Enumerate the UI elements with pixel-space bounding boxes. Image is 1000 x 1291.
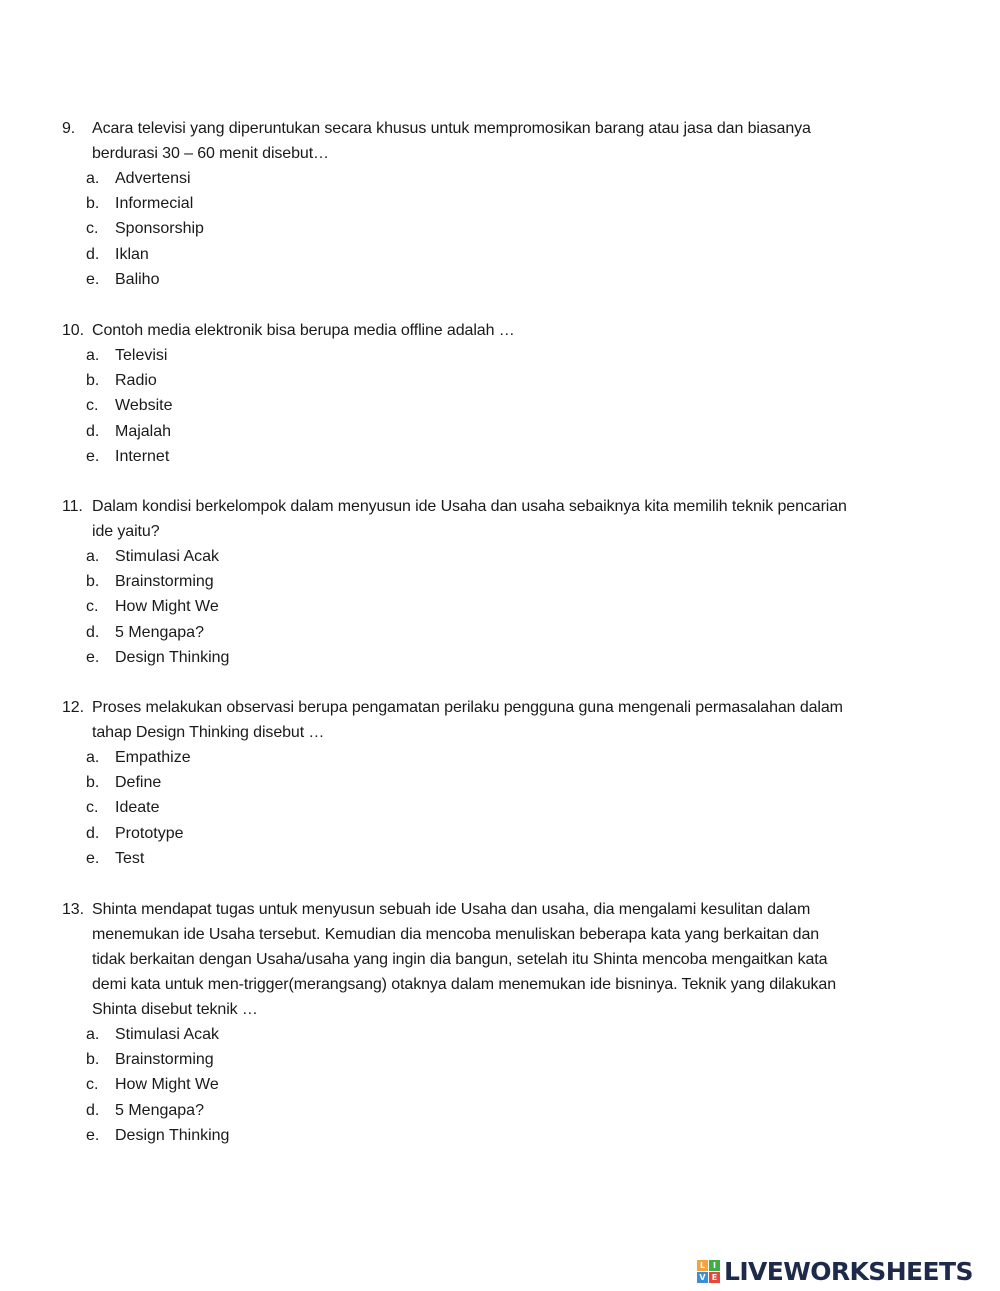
option-letter: a. [86, 749, 100, 766]
answer-option-d[interactable] [62, 242, 892, 267]
answer-option-a[interactable] [62, 1022, 892, 1047]
option-letter: a. [86, 347, 100, 364]
logo-text: LIVEWORKSHEETS [724, 1256, 973, 1286]
answer-option-e[interactable] [62, 846, 892, 871]
question-number: 9. [62, 120, 76, 137]
answer-options [62, 343, 892, 469]
answer-option-a[interactable] [62, 166, 892, 191]
option-text: Design Thinking [115, 648, 230, 666]
answer-option-e[interactable] [62, 1123, 892, 1148]
answer-option-c[interactable] [62, 216, 892, 241]
option-letter: e. [86, 447, 100, 465]
option-text: Empathize [115, 749, 191, 766]
option-text: Test [115, 849, 145, 867]
option-text: Majalah [115, 422, 172, 440]
question-number: 11. [62, 498, 83, 515]
option-letter: e. [86, 270, 100, 288]
question-9 [62, 116, 892, 292]
option-letter: d. [86, 623, 100, 641]
question-text-line: demi kata untuk men-trigger(merangsang) otaknya dalam menemukan ide bisninya. Teknik yang dilakukan [92, 976, 836, 993]
option-text: How Might We [115, 1076, 219, 1094]
answer-option-c[interactable] [62, 393, 892, 418]
answer-option-a[interactable] [62, 544, 892, 569]
option-letter: c. [86, 1076, 99, 1094]
badge-letter: I [709, 1260, 720, 1271]
answer-options [62, 544, 892, 670]
option-letter: e. [86, 648, 100, 666]
option-text: Define [115, 774, 162, 792]
answer-option-b[interactable] [62, 368, 892, 393]
answer-option-c[interactable] [62, 795, 892, 820]
answer-option-a[interactable] [62, 343, 892, 368]
answer-option-c[interactable] [62, 1072, 892, 1097]
question-stem [62, 116, 892, 166]
badge-letter: E [709, 1272, 720, 1283]
answer-option-e[interactable] [62, 267, 892, 292]
option-letter: b. [86, 774, 100, 792]
answer-option-c[interactable] [62, 594, 892, 619]
option-text: Internet [115, 447, 170, 465]
liveworksheets-logo [697, 1255, 973, 1287]
question-text-line: menemukan ide Usaha tersebut. Kemudian dia mencoba menuliskan beberapa kata yang berkaitan dan [92, 926, 820, 943]
option-letter: c. [86, 397, 99, 415]
question-10 [62, 318, 892, 469]
question-stem [62, 318, 892, 343]
option-text: Sponsorship [115, 220, 204, 238]
option-text: Baliho [115, 270, 160, 288]
question-11 [62, 494, 892, 670]
option-text: 5 Mengapa? [115, 1101, 204, 1119]
answer-option-d[interactable] [62, 821, 892, 846]
question-stem [62, 494, 892, 544]
answer-option-d[interactable] [62, 1098, 892, 1123]
option-text: Stimulasi Acak [115, 548, 220, 565]
question-13 [62, 897, 892, 1148]
option-letter: c. [86, 799, 99, 817]
answer-option-d[interactable] [62, 419, 892, 444]
badge-letter: L [697, 1260, 708, 1271]
option-text: Prototype [115, 824, 184, 842]
option-text: Brainstorming [115, 1051, 214, 1069]
answer-option-b[interactable] [62, 191, 892, 216]
option-letter: c. [86, 220, 99, 238]
question-text-line: Dalam kondisi berkelompok dalam menyusun ide Usaha dan usaha sebaiknya kita memilih teknik pencarian [92, 498, 847, 515]
option-letter: d. [86, 245, 100, 263]
option-letter: e. [86, 1126, 100, 1144]
option-text: Brainstorming [115, 573, 214, 591]
option-text: Informecial [115, 195, 194, 213]
option-text: Website [115, 397, 173, 415]
option-letter: a. [86, 1026, 100, 1043]
option-letter: d. [86, 824, 100, 842]
option-letter: d. [86, 422, 100, 440]
option-letter: b. [86, 372, 100, 390]
question-text-line: ide yaitu? [92, 523, 160, 540]
question-text-line: tidak berkaitan dengan Usaha/usaha yang ingin dia bangun, setelah itu Shinta mencoba mengaitkan kata [92, 951, 828, 968]
option-letter: b. [86, 1051, 100, 1069]
option-text: Ideate [115, 799, 160, 817]
answer-option-e[interactable] [62, 645, 892, 670]
option-text: Televisi [115, 347, 168, 364]
answer-option-d[interactable] [62, 620, 892, 645]
answer-options [62, 745, 892, 871]
answer-option-b[interactable] [62, 1047, 892, 1072]
answer-options [62, 1022, 892, 1148]
option-letter: a. [86, 170, 100, 187]
question-stem [62, 897, 892, 1022]
badge-letter: V [697, 1272, 708, 1283]
option-text: Design Thinking [115, 1126, 230, 1144]
option-letter: d. [86, 1101, 100, 1119]
option-letter: c. [86, 598, 99, 616]
option-letter: b. [86, 573, 100, 591]
option-text: Stimulasi Acak [115, 1026, 220, 1043]
answer-option-e[interactable] [62, 444, 892, 469]
answer-option-b[interactable] [62, 770, 892, 795]
option-text: How Might We [115, 598, 219, 616]
answer-option-a[interactable] [62, 745, 892, 770]
question-number: 13. [62, 901, 84, 918]
question-number: 10. [62, 322, 84, 339]
question-number: 12. [62, 699, 84, 716]
question-12 [62, 695, 892, 871]
question-text-line: tahap Design Thinking disebut … [92, 724, 325, 741]
option-letter: e. [86, 849, 100, 867]
live-badge-icon [697, 1260, 720, 1283]
option-letter: b. [86, 195, 100, 213]
question-text-line: Shinta disebut teknik … [92, 1001, 258, 1018]
option-letter: a. [86, 548, 100, 565]
question-text-line: Contoh media elektronik bisa berupa media offline adalah … [92, 322, 515, 339]
question-stem [62, 695, 892, 745]
question-text-line: Acara televisi yang diperuntukan secara khusus untuk mempromosikan barang atau jasa dan biasanya [92, 120, 811, 137]
option-text: Iklan [115, 245, 149, 263]
answer-options [62, 166, 892, 292]
option-text: Radio [115, 372, 157, 390]
option-text: Advertensi [115, 170, 191, 187]
question-text-line: Shinta mendapat tugas untuk menyusun sebuah ide Usaha dan usaha, dia mengalami kesulitan dalam [92, 901, 811, 918]
question-text-line: berdurasi 30 – 60 menit disebut… [92, 145, 329, 162]
answer-option-b[interactable] [62, 569, 892, 594]
question-text-line: Proses melakukan observasi berupa pengamatan perilaku pengguna guna mengenali permasalahan dalam [92, 699, 843, 716]
option-text: 5 Mengapa? [115, 623, 204, 641]
